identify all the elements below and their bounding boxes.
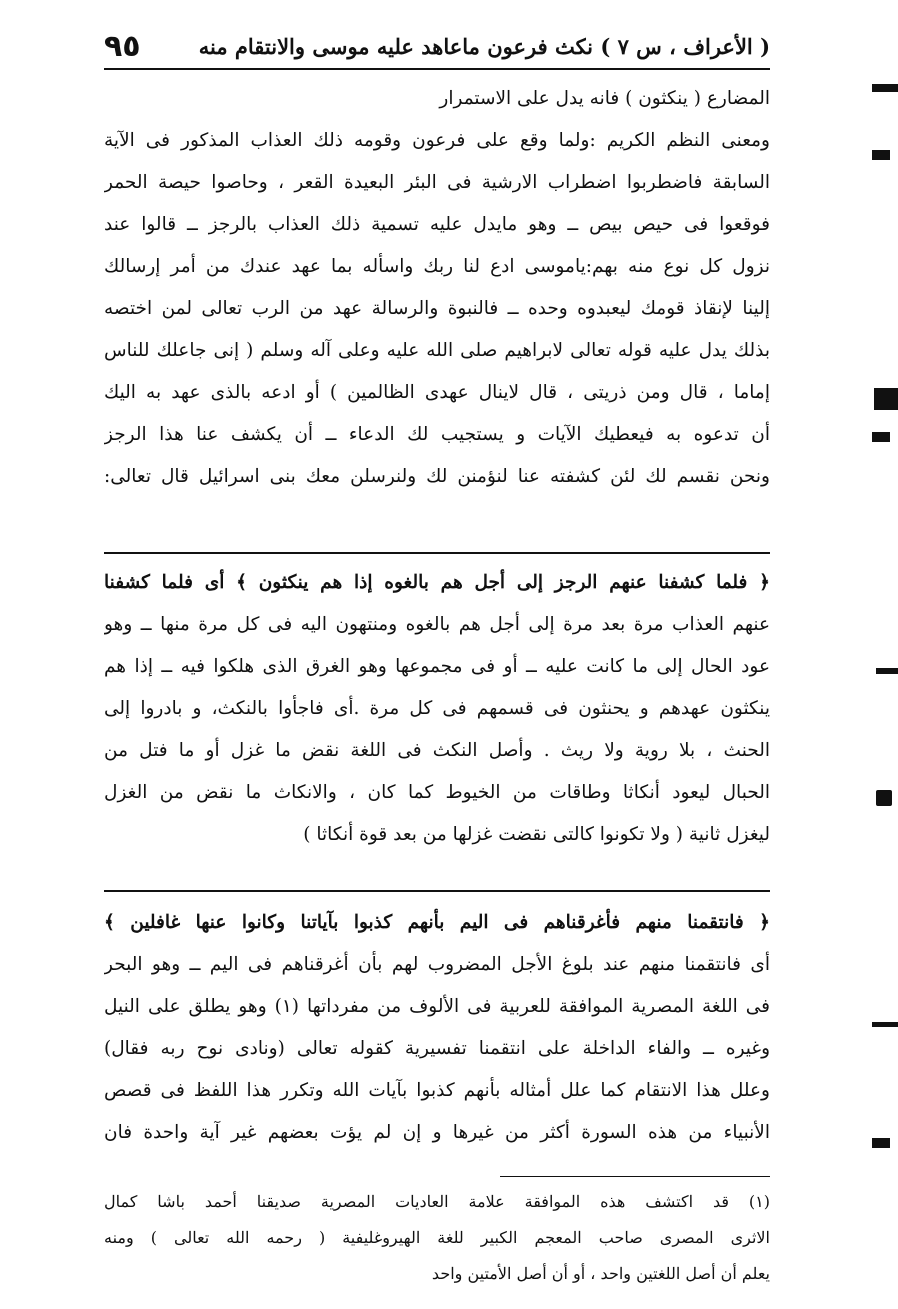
section-divider xyxy=(104,890,770,892)
text-line: فوقعوا فى حيص بيص ــ وهو مايدل عليه تسمية ذلك العذاب بالرجز ــ قالوا عند xyxy=(104,214,770,235)
section-divider xyxy=(104,552,770,554)
margin-scan-mark xyxy=(872,1138,890,1148)
margin-scan-mark xyxy=(876,790,892,806)
text-line: ونحن نقسم لك لئن كشفته عنا لنؤمنن لك ولنرسلن معك بنى اسرائيل قال تعالى: xyxy=(104,466,770,487)
text-line: وغيره ــ والفاء الداخلة على انتقمنا تفسيرية كقوله تعالى (ونادى نوح ربه فقال) xyxy=(104,1038,770,1059)
text-line: الحنث ، بلا روية ولا ريث . وأصل النكث فى اللغة نقض ما غزل أو ما فتل من xyxy=(104,740,770,761)
text-line: السابقة فاضطربوا اضطراب الارشية فى البئر البعيدة القعر ، وحاصوا حيصة الحمر xyxy=(104,172,770,193)
page-header xyxy=(104,24,770,70)
text-line: ينكثون عهدهم و يحنثون فى قسمهم فى كل مرة .أى فاجأوا بالنكث، و بادروا إلى xyxy=(104,698,770,719)
footnote-line: يعلم أن أصل اللغتين واحد ، أو أن أصل الأمتين واحد xyxy=(431,1264,770,1283)
text-line: الأنبياء من هذه السورة أكثر من غيرها و إن لم يؤت بعضهم غير آية واحدة فان xyxy=(104,1122,770,1143)
text-line: إماما ، قال ومن ذريتى ، قال لاينال عهدى الظالمين ) أو ادعه بالذى عهد به اليك xyxy=(104,382,770,403)
margin-scan-mark xyxy=(872,432,890,442)
verse-line: ﴿ فانتقمنا منهم فأغرقناهم فى اليم بأنهم كذبوا بآياتنا وكانوا عنها غافلين ﴾ xyxy=(104,912,770,933)
text-line: ومعنى النظم الكريم :ولما وقع على فرعون وقومه ذلك العذاب المذكور فى الآية xyxy=(104,130,770,151)
footnote xyxy=(104,1184,770,1292)
margin-scan-mark xyxy=(874,388,898,410)
verse-commentary-block-3 xyxy=(104,902,770,1154)
commentary-block-1 xyxy=(104,78,770,498)
running-title: ( الأعراف ، س ٧ ) نكث فرعون ماعاهد عليه موسى والانتقام منه xyxy=(198,33,770,59)
page-number: ٩٥ xyxy=(104,28,141,64)
text-line: إلينا لإنقاذ قومك ليعبدوه وحده ــ فالنبوة والرسالة عهد من الرب تعالى لمن اختصه xyxy=(104,298,770,319)
footnote-line: (١) قد اكتشف هذه الموافقة علامة العاديات المصرية صديقنا أحمد باشا كمال xyxy=(104,1192,770,1211)
text-line: فى اللغة المصرية الموافقة للعربية فى الألوف من مفرداتها (١) وهو يطلق على النيل xyxy=(104,996,770,1017)
text-line: أى فانتقمنا منهم عند بلوغ الأجل المضروب لهم بأن أغرقناهم فى اليم ــ وهو البحر xyxy=(104,954,770,975)
verse-commentary-block-2 xyxy=(104,562,770,856)
text-line: المضارع ( ينكثون ) فانه يدل على الاستمرار xyxy=(439,88,770,109)
margin-scan-mark xyxy=(872,84,898,92)
text-line: الحبال ليعود أنكاثا وطاقات من الخيوط كما كان ، والانكاث ما نقض من الغزل xyxy=(104,782,770,803)
text-line: وعلل هذا الانتقام كما علل أمثاله بأنهم كذبوا بآيات الله وتكرر هذا اللفظ فى قصص xyxy=(104,1080,770,1101)
text-line: أن تدعوه به فيعطيك الآيات و يستجيب لك الدعاء ــ أن يكشف عنا هذا الرجز xyxy=(104,424,770,445)
margin-scan-mark xyxy=(872,1022,898,1027)
footnote-divider xyxy=(500,1176,770,1177)
text-line: عود الحال إلى ما كانت عليه ــ أو فى مجموعها وهو الغرق الذى هلكوا فيه ــ إذا هم xyxy=(104,656,770,677)
text-line: عنهم العذاب مرة بعد مرة إلى أجل هم بالغوه ومنتهون اليه فى كل مرة منها ــ وهو xyxy=(104,614,770,635)
verse-line: ﴿ فلما كشفنا عنهم الرجز إلى أجل هم بالغوه إذا هم ينكثون ﴾ أى فلما كشفنا xyxy=(104,572,770,593)
text-line: ليغزل ثانية ( ولا تكونوا كالتى نقضت غزلها من بعد قوة أنكاثا ) xyxy=(303,824,770,845)
margin-scan-mark xyxy=(872,150,890,160)
footnote-line: الاثرى المصرى صاحب المعجم الكبير للغة الهيروغليفية ( رحمه الله تعالى ) ومنه xyxy=(104,1228,770,1247)
text-line: بذلك يدل عليه قوله تعالى لابراهيم صلى الله عليه وعلى آله وسلم ( إنى جاعلك للناس xyxy=(104,340,770,361)
text-line: نزول كل نوع منه بهم:ياموسى ادع لنا ربك واسأله بما عهد عندك من أمر إرسالك xyxy=(104,256,770,277)
margin-scan-mark xyxy=(876,668,898,674)
